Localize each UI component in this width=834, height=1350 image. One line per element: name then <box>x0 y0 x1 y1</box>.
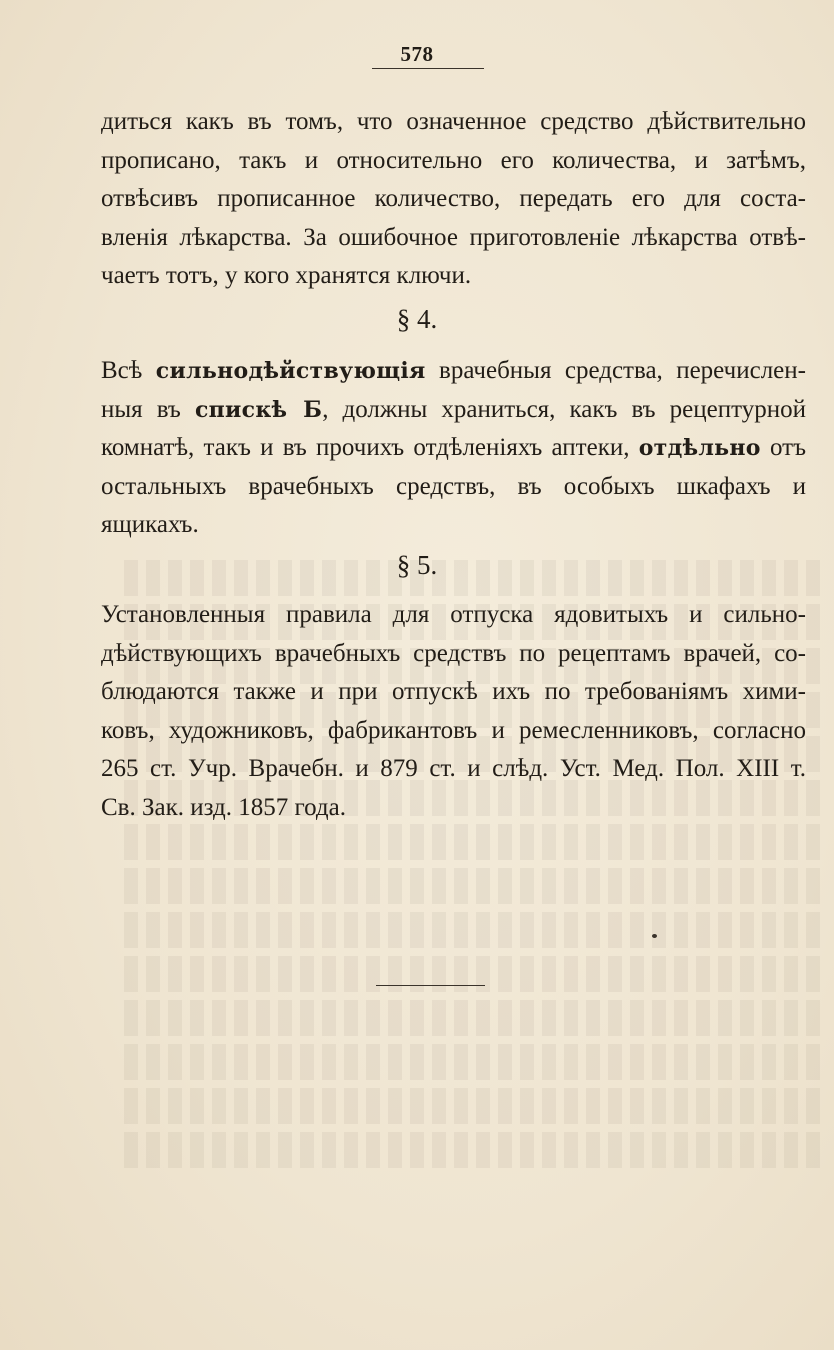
header-rule <box>372 68 484 69</box>
text-line <box>101 391 806 430</box>
text-line: вленія лѣкарства. За ошибочное приготовленіе лѣкарства отвѣ- <box>101 223 806 251</box>
text-line: отвѣсивъ прописанное количество, передать его для соста- <box>101 185 806 213</box>
bold-term: отдѣльно <box>638 435 761 462</box>
text-run: врачебныя средства, перечислен- <box>425 357 806 384</box>
page-number: 578 <box>400 42 434 66</box>
text-line <box>101 352 806 391</box>
text-run: Всѣ <box>101 357 156 384</box>
text-line: дѣйствующихъ врачебныхъ средствъ по рецептамъ врачей, со- <box>101 639 806 667</box>
text-line: ящикахъ. <box>101 511 199 539</box>
text-run: , должны храниться, какъ въ рецептурной <box>322 395 806 423</box>
text-line: 265 ст. Учр. Врачебн. и 879 ст. и слѣд. Уст. Мед. Пол. XIII т. <box>101 755 806 783</box>
ink-speck <box>652 934 657 938</box>
section-5-heading: § 5. <box>396 550 438 580</box>
section-4-heading: § 4. <box>396 304 438 334</box>
text-line: остальныхъ врачебныхъ средствъ, въ особыхъ шкафахъ и <box>101 472 806 500</box>
text-run: ныя въ <box>101 395 195 423</box>
text-line: Св. Зак. изд. 1857 года. <box>101 793 346 821</box>
section-5-paragraph <box>101 596 806 828</box>
bold-term: сильнодѣйствующія <box>155 358 426 384</box>
footer-rule <box>376 985 485 986</box>
text-line: прописано, такъ и относительно его количества, и затѣмъ, <box>101 146 806 174</box>
text-line <box>101 429 806 468</box>
text-line: чаетъ тотъ, у кого хранятся ключи. <box>101 262 472 290</box>
text-line: блюдаются также и при отпускѣ ихъ по требованіямъ хими- <box>101 678 806 706</box>
text-run: отъ <box>760 434 806 462</box>
text-line: Установленныя правила для отпуска ядовитыхъ и сильно- <box>101 601 806 628</box>
bold-term: спискѣ Б <box>194 396 323 423</box>
text-run: комнатѣ, такъ и въ прочихъ отдѣленіяхъ аптеки, <box>101 434 639 462</box>
text-line: диться какъ въ томъ, что означенное средство дѣйствительно <box>101 108 806 135</box>
section-4-paragraph <box>101 352 806 545</box>
paragraph-1 <box>101 103 806 296</box>
text-line: ковъ, художниковъ, фабрикантовъ и ремесленниковъ, согласно <box>101 716 806 744</box>
